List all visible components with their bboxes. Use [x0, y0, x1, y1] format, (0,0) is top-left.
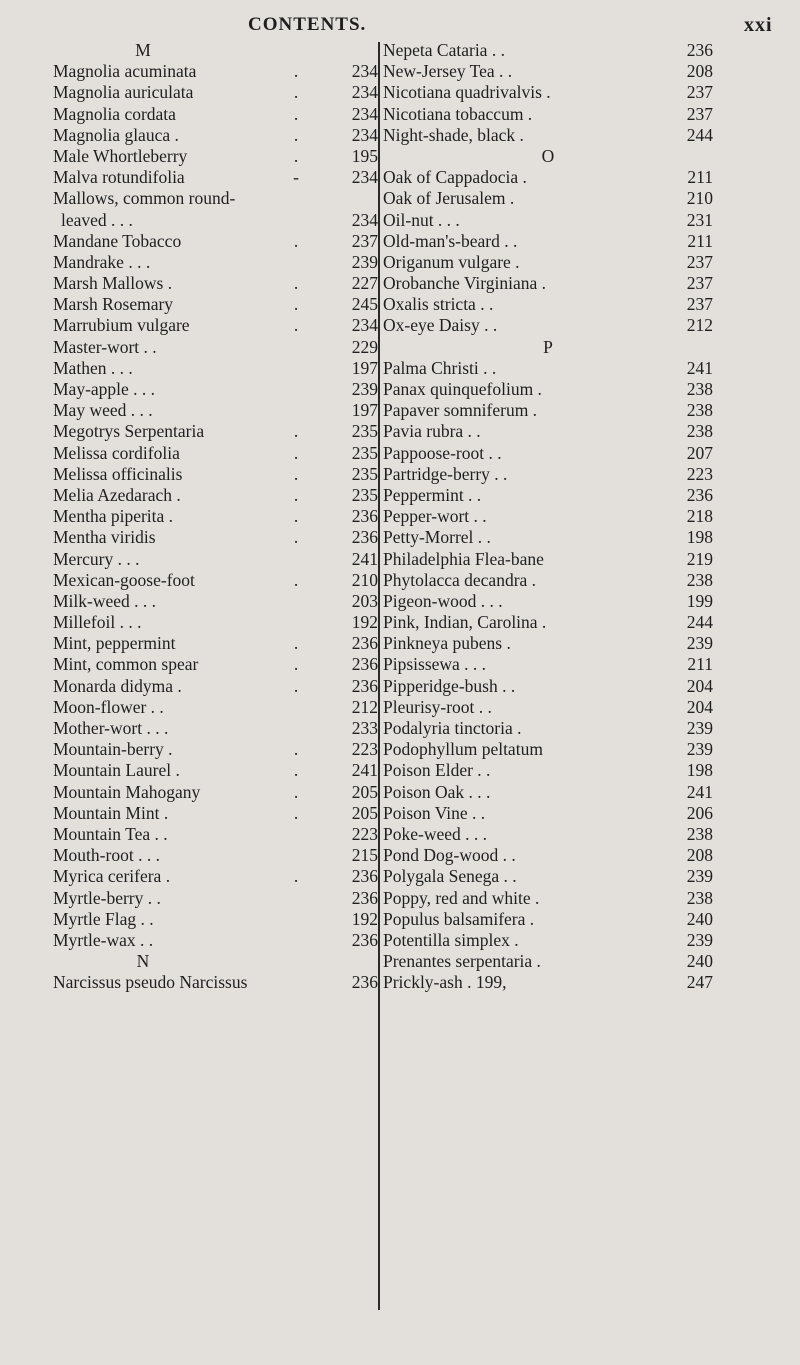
index-entry [383, 654, 713, 675]
entry-page: 236 [351, 654, 378, 675]
entry-leader: - [293, 167, 299, 188]
entry-name: Mandane Tobacco [53, 230, 182, 251]
index-entry [53, 527, 378, 548]
entry-name: Millefoil . . . [53, 612, 142, 633]
index-entry [53, 210, 378, 231]
entry-name: Podalyria tinctoria . [383, 718, 522, 738]
entry-name: Mountain Mahogany [53, 781, 201, 802]
index-entry [383, 845, 713, 866]
entry-page: 229 [351, 336, 378, 357]
entry-page: 239 [351, 251, 378, 272]
index-entry [383, 824, 713, 845]
entry-page: 223 [686, 463, 713, 484]
entry-page: 236 [351, 972, 378, 993]
entry-page: 237 [686, 251, 713, 272]
entry-leader: . [293, 675, 299, 696]
index-entry [53, 718, 378, 739]
entry-page: 234 [351, 167, 378, 188]
entry-name: Poppy, red and white . [383, 887, 540, 908]
entry-page: 244 [686, 612, 713, 633]
entry-name: Magnolia cordata [53, 103, 176, 124]
entry-leader: . [293, 781, 299, 802]
entry-page: 198 [686, 760, 713, 781]
entry-name: Palma Christi . . [383, 357, 497, 378]
index-entry [383, 739, 713, 760]
entry-page: 203 [351, 590, 378, 611]
entry-name: Moon-flower . . [53, 696, 164, 717]
entry-page: 223 [351, 823, 378, 844]
entry-name: Peppermint . . [383, 484, 482, 505]
index-entry [383, 125, 713, 146]
index-entry [53, 146, 378, 167]
entry-page: 239 [351, 379, 378, 399]
entry-leader: . [293, 273, 299, 294]
entry-page: 239 [686, 633, 713, 654]
index-entry [383, 866, 713, 887]
section-letter: M [135, 40, 151, 60]
entry-page: 237 [686, 273, 713, 294]
entry-name: Pink, Indian, Carolina . [383, 612, 547, 633]
index-entry [53, 443, 378, 464]
entry-name: Malva rotundifolia [53, 167, 185, 188]
entry-page: 236 [686, 40, 713, 60]
entry-page: 208 [686, 61, 713, 82]
index-column-right [383, 40, 713, 993]
entry-page: 238 [686, 400, 713, 421]
index-entry [53, 654, 378, 675]
entry-page: 236 [351, 866, 378, 887]
index-entry [53, 167, 378, 188]
entry-page: 238 [686, 569, 713, 590]
index-entry [383, 273, 713, 294]
entry-name: Populus balsamifera . [383, 908, 535, 929]
index-entry [383, 315, 713, 336]
entry-leader: . [293, 124, 299, 145]
entry-name: Orobanche Virginiana . [383, 273, 547, 294]
index-entry [53, 337, 378, 358]
entry-page: 198 [686, 527, 713, 548]
index-entry [53, 782, 378, 803]
entry-name: Myrtle Flag . . [53, 908, 154, 929]
entry-name: Pinkneya pubens . [383, 633, 511, 654]
index-entry [53, 421, 378, 442]
index-entry [53, 866, 378, 887]
index-entry [53, 570, 378, 591]
index-entry [53, 294, 378, 315]
entry-leader: . [293, 103, 299, 124]
entry-name: Mountain Tea . . [53, 823, 168, 844]
entry-leader: . [293, 315, 299, 336]
entry-leader: . [293, 442, 299, 463]
entry-name: Poison Vine . . [383, 802, 486, 823]
entry-leader: . [293, 421, 299, 442]
index-entry [53, 506, 378, 527]
entry-name: Oil-nut . . . [383, 209, 460, 230]
entry-name: Marrubium vulgare [53, 315, 190, 336]
entry-leader: . [293, 866, 299, 887]
entry-page: 241 [351, 760, 378, 781]
entry-page: 205 [351, 781, 378, 802]
entry-name: Papaver somniferum . [383, 400, 538, 421]
index-entry [383, 61, 713, 82]
entry-name: Mint, peppermint [53, 633, 176, 654]
entry-name: May-apple . . . [53, 379, 156, 399]
entry-name: Pigeon-wood . . . [383, 590, 503, 611]
entry-name: Marsh Rosemary [53, 294, 174, 315]
index-entry [383, 210, 713, 231]
entry-page: 239 [686, 739, 713, 760]
entry-name: Pavia rubra . . [383, 421, 481, 442]
entry-name: Nicotiana tobaccum . [383, 103, 533, 124]
entry-page: 206 [686, 802, 713, 823]
index-entry [53, 888, 378, 909]
index-entry [53, 930, 378, 951]
index-entry [383, 358, 713, 379]
entry-leader: . [293, 760, 299, 781]
entry-page: 236 [351, 527, 378, 548]
entry-name: Oxalis stricta . . [383, 294, 494, 315]
index-entry [383, 718, 713, 739]
entry-page: 208 [686, 845, 713, 866]
entry-name: Mouth-root . . . [53, 845, 160, 866]
index-entry [53, 273, 378, 294]
entry-page: 244 [686, 124, 713, 145]
index-entry [53, 82, 378, 103]
index-entry [383, 570, 713, 591]
index-entry [383, 400, 713, 421]
entry-page: 210 [351, 569, 378, 590]
entry-page: 235 [351, 442, 378, 463]
entry-name: leaved . . . [61, 209, 133, 230]
entry-leader: . [293, 506, 299, 527]
entry-name: Pepper-wort . . [383, 506, 487, 527]
entry-name: Melissa officinalis [53, 463, 183, 484]
index-entry [383, 231, 713, 252]
entry-name: Mountain Mint . [53, 802, 169, 823]
index-entry [53, 104, 378, 125]
entry-page: 241 [351, 548, 378, 569]
entry-leader: . [293, 145, 299, 166]
entry-page: 199 [686, 590, 713, 611]
index-entry [383, 972, 713, 993]
index-entry [53, 909, 378, 930]
entry-page: 195 [351, 145, 378, 166]
index-entry [383, 167, 713, 188]
entry-name: Melissa cordifolia [53, 442, 180, 463]
entry-name: Potentilla simplex . [383, 929, 519, 950]
entry-name: Marsh Mallows . [53, 273, 173, 294]
entry-page: 240 [686, 951, 713, 972]
entry-page: 204 [686, 696, 713, 717]
entry-page: 204 [686, 675, 713, 696]
index-entry [383, 760, 713, 781]
entry-page: 239 [686, 929, 713, 950]
index-entry [53, 612, 378, 633]
entry-name: Master-wort . . [53, 336, 157, 357]
entry-name: Pipsissewa . . . [383, 654, 487, 675]
entry-name: Poison Oak . . . [383, 781, 491, 802]
entry-leader: . [293, 569, 299, 590]
index-entry [53, 400, 378, 421]
index-entry [53, 549, 378, 570]
index-entry [383, 549, 713, 570]
index-entry [383, 464, 713, 485]
index-entry [383, 506, 713, 527]
index-entry [383, 294, 713, 315]
index-entry [383, 104, 713, 125]
entry-name: Phytolacca decandra . [383, 569, 537, 590]
entry-page: 241 [686, 781, 713, 802]
entry-page: 238 [686, 421, 713, 442]
entry-page: 211 [687, 230, 713, 251]
entry-page: 219 [686, 548, 713, 569]
index-entry [53, 803, 378, 824]
entry-page: 234 [351, 209, 378, 230]
entry-name: Mint, common spear [53, 654, 199, 675]
entry-name: Monarda didyma . [53, 675, 182, 696]
entry-page: 237 [686, 103, 713, 124]
entry-name: Partridge-berry . . [383, 463, 508, 484]
entry-page: 236 [351, 633, 378, 654]
index-entry [53, 464, 378, 485]
index-entry [383, 930, 713, 951]
entry-leader: . [293, 82, 299, 103]
entry-name: Nicotiana quadrivalvis . [383, 82, 551, 103]
index-entry [383, 188, 713, 209]
entry-leader: . [293, 739, 299, 760]
entry-page: 237 [351, 230, 378, 251]
entry-page: 236 [351, 887, 378, 908]
index-entry [53, 739, 378, 760]
index-entry [383, 782, 713, 803]
entry-page: 238 [686, 823, 713, 844]
entry-leader: . [293, 463, 299, 484]
entry-name: Nepeta Cataria . . [383, 40, 505, 60]
entry-leader: . [293, 484, 299, 505]
entry-name: Mentha piperita . [53, 506, 174, 527]
entry-name: Prickly-ash . 199, [383, 972, 507, 993]
index-entry [53, 845, 378, 866]
entry-name: Myrtle-berry . . [53, 887, 161, 908]
page-number: xxi [744, 14, 773, 36]
entry-name: Old-man's-beard . . [383, 230, 518, 251]
entry-name: Melia Azedarach . [53, 484, 181, 505]
entry-name: Magnolia glauca . [53, 124, 179, 145]
entry-leader: . [293, 527, 299, 548]
entry-page: 211 [687, 654, 713, 675]
entry-page: 223 [351, 739, 378, 760]
entry-name: New-Jersey Tea . . [383, 61, 513, 82]
index-entry [383, 909, 713, 930]
index-entry [53, 591, 378, 612]
index-entry [53, 379, 378, 400]
entry-name: Pappoose-root . . [383, 442, 502, 463]
entry-page: 235 [351, 484, 378, 505]
entry-page: 197 [351, 400, 378, 421]
index-entry [383, 40, 713, 61]
index-entry [53, 676, 378, 697]
entry-page: 227 [351, 273, 378, 294]
entry-page: 234 [351, 124, 378, 145]
entry-page: 239 [686, 866, 713, 887]
entry-page: 205 [351, 802, 378, 823]
entry-page: 234 [351, 82, 378, 103]
index-entry [383, 888, 713, 909]
entry-name: Mountain-berry . [53, 739, 173, 760]
entry-name: Male Whortleberry [53, 145, 188, 166]
entry-page: 236 [351, 506, 378, 527]
entry-name: Myrica cerifera . [53, 866, 171, 887]
entry-name: May weed . . . [53, 400, 153, 421]
index-entry [53, 633, 378, 654]
entry-name: Mathen . . . [53, 357, 133, 378]
entry-page: 231 [686, 209, 713, 230]
entry-name: Mountain Laurel . [53, 760, 180, 781]
index-entry [53, 125, 378, 146]
entry-page: 212 [351, 696, 378, 717]
index-entry [53, 188, 378, 209]
entry-name: Poison Elder . . [383, 760, 491, 781]
entry-page: 234 [351, 103, 378, 124]
entry-name: Pleurisy-root . . [383, 696, 492, 717]
index-entry [383, 612, 713, 633]
entry-leader: . [293, 230, 299, 251]
entry-page: 238 [686, 887, 713, 908]
index-entry [383, 697, 713, 718]
entry-page: 236 [351, 929, 378, 950]
entry-page: 239 [686, 718, 713, 738]
entry-name: Magnolia auriculata [53, 82, 194, 103]
index-entry [383, 421, 713, 442]
page-header [0, 14, 800, 40]
entry-name: Podophyllum peltatum [383, 739, 543, 760]
entry-name: Oak of Cappadocia . [383, 167, 527, 188]
entry-name: Mentha viridis [53, 527, 156, 548]
section-letter: O [541, 145, 555, 166]
entry-name: Magnolia acuminata [53, 61, 197, 82]
entry-page: 210 [686, 188, 713, 209]
index-entry [53, 231, 378, 252]
entry-page: 218 [686, 506, 713, 527]
entry-name: Megotrys Serpentaria [53, 421, 205, 442]
entry-page: 236 [686, 484, 713, 505]
entry-name: Night-shade, black . [383, 124, 524, 145]
column-divider [378, 42, 380, 1310]
entry-page: 207 [686, 442, 713, 463]
entry-name: Narcissus pseudo Narcissus [53, 972, 248, 993]
entry-page: 247 [686, 972, 713, 993]
entry-name: Pond Dog-wood . . [383, 845, 516, 866]
index-entry [383, 951, 713, 972]
entry-page: 212 [686, 315, 713, 336]
entry-name: Milk-weed . . . [53, 590, 157, 611]
index-entry [53, 972, 378, 993]
entry-name: Mexican-goose-foot [53, 569, 195, 590]
entry-page: 238 [686, 379, 713, 399]
entry-page: 234 [351, 61, 378, 82]
index-entry [53, 252, 378, 273]
entry-name: Oak of Jerusalem . [383, 188, 515, 209]
entry-leader: . [293, 61, 299, 82]
entry-page: 235 [351, 421, 378, 442]
entry-page: 192 [351, 612, 378, 633]
entry-page: 234 [351, 315, 378, 336]
entry-page: 237 [686, 82, 713, 103]
index-entry [53, 485, 378, 506]
entry-page: 192 [351, 908, 378, 929]
entry-page: 236 [351, 675, 378, 696]
entry-name: Poke-weed . . . [383, 823, 488, 844]
entry-page: 245 [351, 294, 378, 315]
entry-name: Prenantes serpentaria . [383, 951, 541, 972]
index-entry [53, 61, 378, 82]
entry-name: Philadelphia Flea-bane [383, 548, 544, 569]
entry-page: 241 [686, 357, 713, 378]
entry-name: Ox-eye Daisy . . [383, 315, 498, 336]
entry-name: Mallows, common round- [53, 188, 236, 209]
entry-page: 197 [351, 357, 378, 378]
entry-leader: . [293, 294, 299, 315]
section-letter: N [136, 951, 150, 972]
entry-name: Polygala Senega . . [383, 866, 517, 887]
index-entry [383, 633, 713, 654]
index-entry [383, 379, 713, 400]
index-entry [383, 803, 713, 824]
entry-page: 233 [351, 718, 378, 738]
entry-name: Panax quinquefolium . [383, 379, 542, 399]
entry-name: Pipperidge-bush . . [383, 675, 516, 696]
index-entry [383, 443, 713, 464]
section-letter: P [543, 336, 553, 357]
index-entry [53, 760, 378, 781]
entry-name: Mercury . . . [53, 548, 140, 569]
index-entry [383, 252, 713, 273]
running-title: CONTENTS. [248, 14, 367, 35]
entry-page: 237 [686, 294, 713, 315]
index-entry [383, 485, 713, 506]
index-entry [53, 824, 378, 845]
index-column-left [53, 40, 378, 993]
index-entry [53, 358, 378, 379]
entry-name: Mandrake . . . [53, 251, 151, 272]
index-entry [53, 697, 378, 718]
entry-leader: . [293, 802, 299, 823]
entry-name: Mother-wort . . . [53, 718, 169, 738]
index-entry [383, 82, 713, 103]
index-entry [383, 527, 713, 548]
entry-leader: . [293, 633, 299, 654]
index-entry [383, 676, 713, 697]
entry-name: Petty-Morrel . . [383, 527, 491, 548]
index-entry [383, 591, 713, 612]
entry-name: Origanum vulgare . [383, 251, 520, 272]
index-entry [53, 315, 378, 336]
entry-page: 240 [686, 908, 713, 929]
entry-leader: . [293, 654, 299, 675]
entry-name: Myrtle-wax . . [53, 929, 154, 950]
entry-page: 215 [351, 845, 378, 866]
entry-page: 235 [351, 463, 378, 484]
entry-page: 211 [687, 167, 713, 188]
